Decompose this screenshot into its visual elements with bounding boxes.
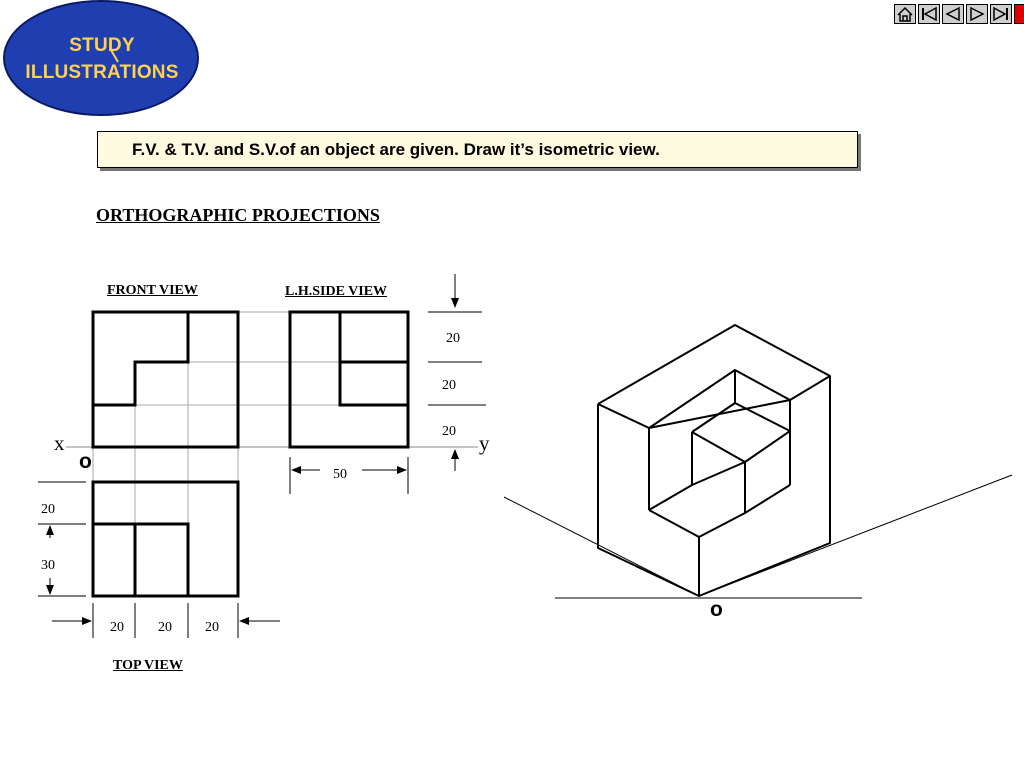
projector-lines bbox=[93, 312, 340, 596]
isometric-origin-label: o bbox=[710, 598, 723, 621]
origin-label: o bbox=[79, 450, 92, 473]
top-view-label: TOP VIEW bbox=[113, 658, 183, 673]
side-height-dim-3: 20 bbox=[442, 424, 456, 439]
isometric-view bbox=[504, 325, 1012, 598]
side-height-dimensions bbox=[428, 274, 486, 471]
top-width-dim-1: 20 bbox=[110, 620, 124, 635]
y-axis-label: y bbox=[479, 431, 490, 455]
side-view bbox=[290, 312, 408, 447]
side-height-dim-2: 20 bbox=[442, 378, 456, 393]
top-depth-dimensions bbox=[38, 482, 86, 596]
top-width-dim-3: 20 bbox=[205, 620, 219, 635]
side-width-dim: 50 bbox=[333, 467, 347, 482]
front-view-label: FRONT VIEW bbox=[107, 283, 198, 298]
top-depth-dim-2: 30 bbox=[41, 558, 55, 573]
page-title: ORTHOGRAPHIC PROJECTIONS bbox=[96, 205, 380, 225]
top-width-dim-2: 20 bbox=[158, 620, 172, 635]
task-statement: F.V. & T.V. and S.V.of an object are given. Draw it’s isometric view. bbox=[97, 131, 858, 168]
front-view bbox=[93, 312, 238, 447]
side-height-dim-1: 20 bbox=[446, 331, 460, 346]
badge-line-1: STUDY bbox=[69, 35, 135, 56]
side-view-label: L.H.SIDE VIEW bbox=[285, 284, 388, 299]
top-view bbox=[93, 482, 238, 596]
top-depth-dim-1: 20 bbox=[41, 502, 55, 517]
x-axis-label: x bbox=[54, 431, 65, 455]
badge-line-2: ILLUSTRATIONS bbox=[25, 62, 179, 83]
side-width-dimension bbox=[290, 457, 408, 494]
